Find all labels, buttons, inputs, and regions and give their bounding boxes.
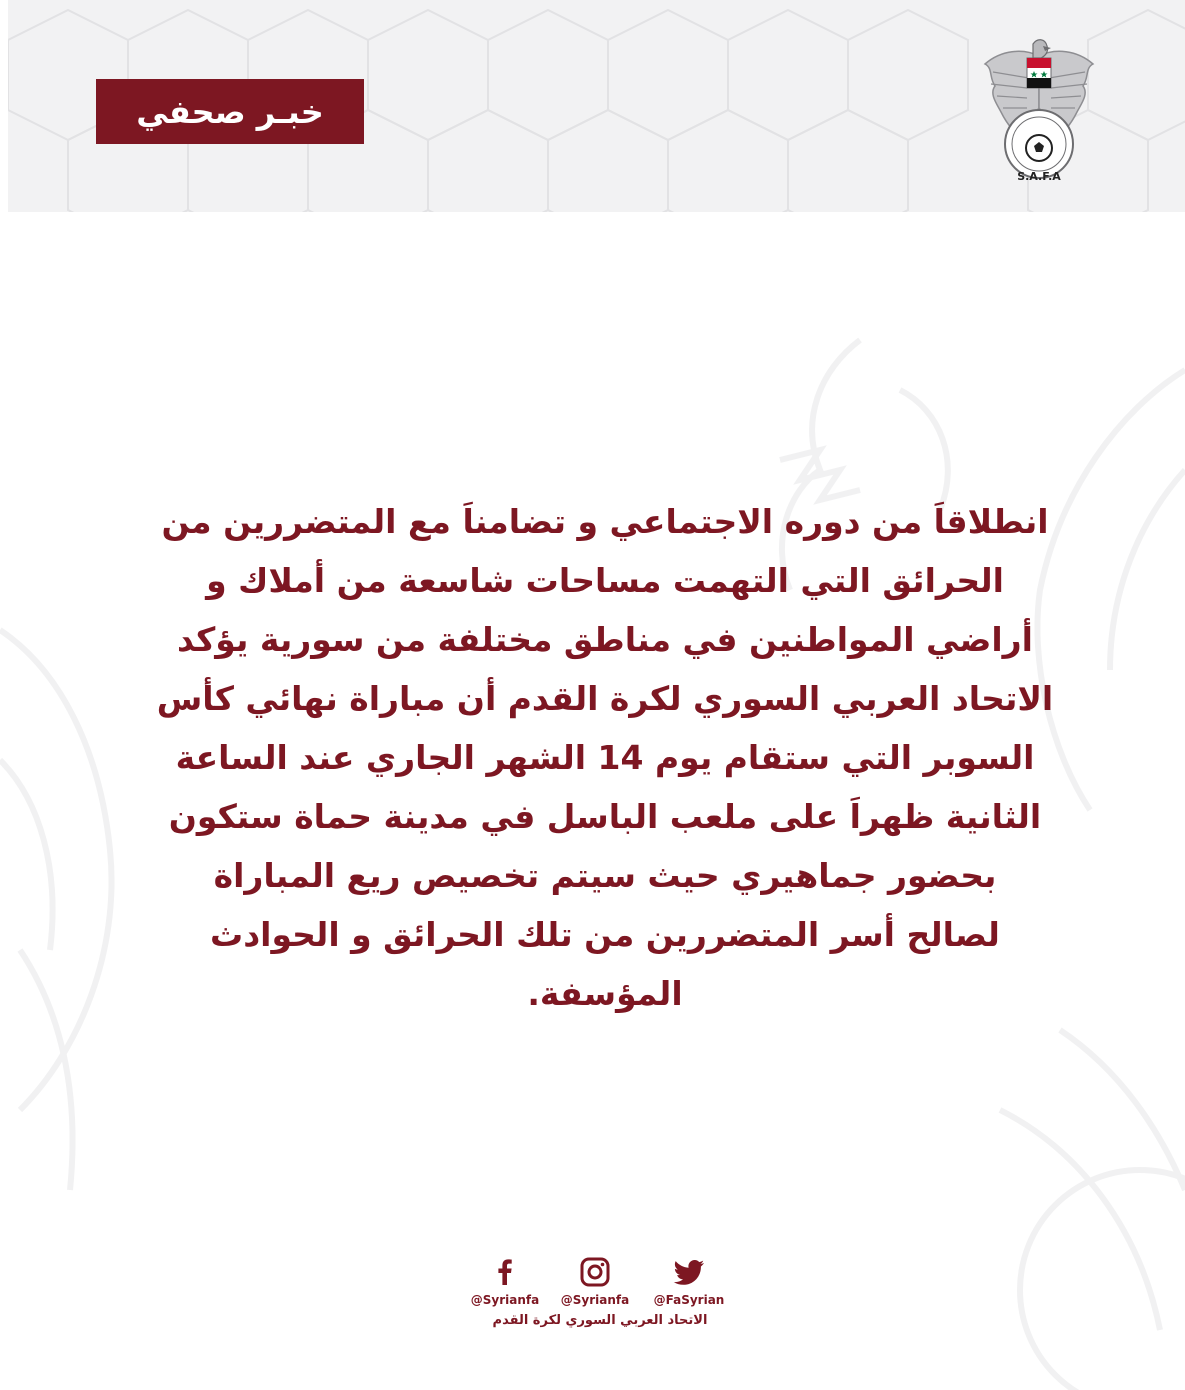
article-line: الحرائق التي التهمت مساحات شاسعة من أملاك و — [206, 561, 1004, 600]
org-name: الاتحاد العربي السوري لكرة القدم — [492, 1313, 708, 1328]
press-release-body — [140, 492, 1070, 1023]
article-line: الثانية ظهراَ على ملعب الباسل في مدينة حماة ستكون — [168, 797, 1042, 836]
article-line: لصالح أسر المتضررين من تلك الحرائق و الحوادث — [210, 915, 1000, 954]
twitter-handle: @FaSyrian — [653, 1293, 725, 1307]
instagram-icon — [578, 1255, 612, 1289]
article-line: المؤسفة. — [527, 974, 683, 1013]
twitter-link[interactable] — [634, 1255, 744, 1307]
article-line: السوبر التي ستقام يوم 14 الشهر الجاري عند الساعة — [175, 738, 1035, 777]
facebook-handle: @Syrianfa — [470, 1293, 540, 1307]
logo-text: S.A.F.A — [1017, 170, 1061, 183]
social-footer — [440, 1255, 750, 1335]
article-line: الاتحاد العربي السوري لكرة القدم أن مباراة نهائي كأس — [156, 679, 1054, 718]
facebook-icon — [488, 1255, 522, 1289]
safa-logo — [983, 38, 1095, 188]
article-line: أراضي المواطنين في مناطق مختلفة من سورية يؤكد — [177, 620, 1033, 659]
twitter-icon — [672, 1255, 706, 1289]
press-release-badge — [96, 79, 364, 144]
instagram-handle: @Syrianfa — [560, 1293, 630, 1307]
article-line: انطلاقاَ من دوره الاجتماعي و تضامناَ مع المتضررين من — [161, 502, 1049, 541]
header-banner — [8, 0, 1185, 212]
badge-label: خبـر صحفي — [136, 92, 324, 131]
article-line: بحضور جماهيري حيث سيتم تخصيص ريع المباراة — [213, 856, 997, 895]
